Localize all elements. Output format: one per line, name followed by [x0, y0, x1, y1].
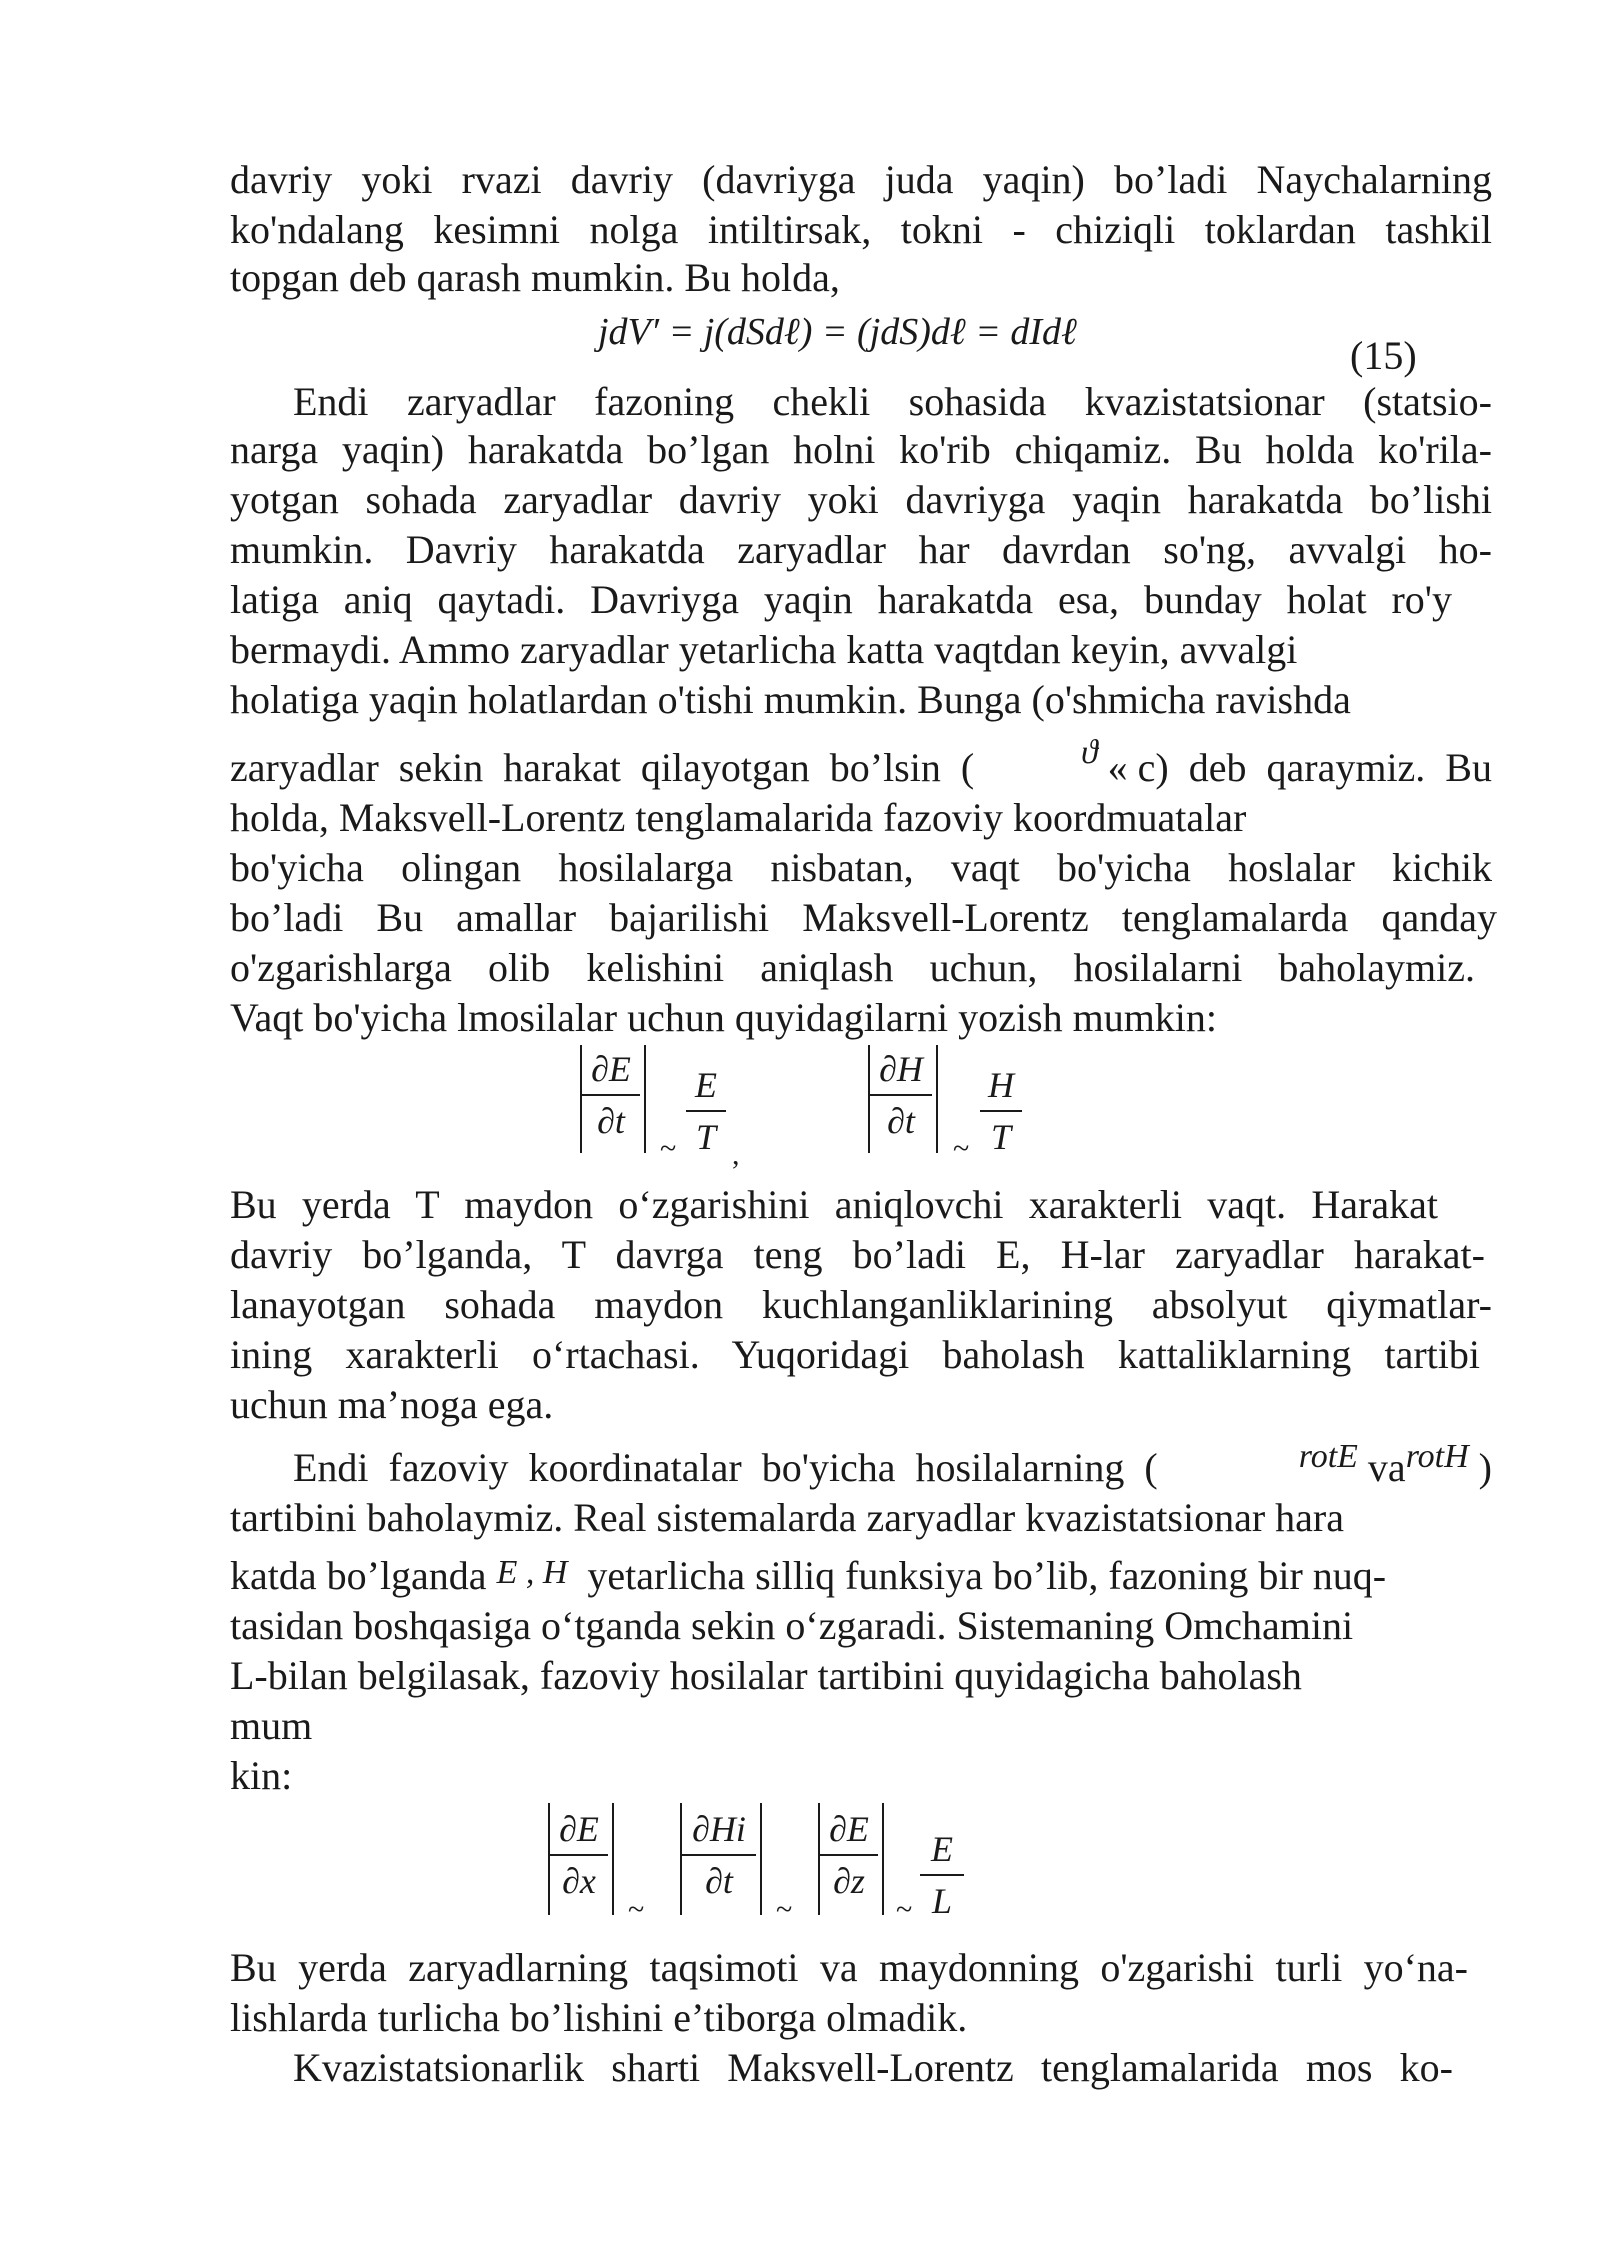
fraction-bar [920, 1874, 964, 1876]
text-line: holda, Maksvell-Lorentz tenglamalarida fazoviy koordmuatalar [230, 795, 1247, 840]
similar-sign: ~ [776, 1893, 793, 1926]
text-line: topgan deb qarash mumkin. Bu holda, [230, 255, 840, 300]
line-text: « c) deb qaraymiz. Bu [1097, 745, 1492, 790]
text-line: davriy yoki rvazi davriy (davriyga juda yaqin) bo’ladi Naychalarning [230, 157, 1492, 202]
text-line: narga yaqin) harakatda bo’lgan holni ko'rib chiqamiz. Bu holda ko'rila- [230, 427, 1492, 472]
text-line: ining xarakterli o‘rtachasi. Yuqoridagi baholash kattaliklarning tartibi [230, 1332, 1480, 1377]
fraction-dE-dx [550, 1808, 608, 1902]
numerator: ∂H [879, 1049, 923, 1089]
similar-sign: ~ [628, 1893, 645, 1926]
line-text: yetarlicha silliq funksiya bo’lib, fazoning bir nuq- [567, 1553, 1387, 1598]
text-line: Bu yerda zaryadlarning taqsimoti va maydonning o'zgarishi turli yo‘na- [230, 1945, 1468, 1990]
text-line: mumkin. Davriy harakatda zaryadlar har davrdan so'ng, avvalgi ho- [230, 527, 1492, 572]
fraction-H-T [980, 1064, 1022, 1158]
text-line: lanayotgan sohada maydon kuchlanganliklarining absolyut qiymatlar- [230, 1282, 1492, 1327]
denominator: T [695, 1117, 717, 1157]
fraction-bar [870, 1094, 932, 1096]
text-line: Bu yerda T maydon o‘zgarishini aniqlovchi xarakterli vaqt. Harakat [230, 1182, 1438, 1227]
denominator: L [931, 1881, 953, 1921]
fraction-bar [682, 1854, 756, 1856]
text-line [230, 1553, 1387, 1598]
text-line: uchun ma’noga ega. [230, 1382, 554, 1427]
line-text: Endi fazoviy koordinatalar bo'yicha hosilalarning ( [293, 1445, 1158, 1490]
velocity-symbol: ϑ [1080, 734, 1098, 771]
rot-e-symbol: rotE [1298, 1438, 1358, 1475]
fraction-dH-dt [870, 1048, 932, 1142]
numerator: E [695, 1065, 717, 1105]
text-line: L-bilan belgilasak, fazoviy hosilalar tartibini quyidagicha baholash [230, 1653, 1302, 1698]
text-line [293, 1438, 1492, 1490]
numerator: ∂E [559, 1809, 599, 1849]
line-text: va [1357, 1445, 1406, 1490]
text-line: bo'yicha olingan hosilalarga nisbatan, vaqt bo'yicha hoslalar kichik [230, 845, 1492, 890]
denominator: ∂x [562, 1861, 596, 1901]
denominator: ∂t [887, 1101, 915, 1141]
fraction-bar [820, 1854, 878, 1856]
numerator: ∂E [829, 1809, 869, 1849]
text-line: holatiga yaqin holatlardan o'tishi mumkin. Bunga (o'shmicha ravishda [230, 677, 1351, 722]
fraction-E-L [920, 1828, 964, 1922]
similar-sign: ~ [896, 1893, 913, 1926]
fraction-dE-dt [582, 1048, 640, 1142]
numerator: H [988, 1065, 1014, 1105]
line-text: katda bo’lganda [230, 1553, 497, 1598]
similar-sign: ~ [660, 1132, 677, 1165]
fraction-bar [980, 1110, 1022, 1112]
line-segment [1298, 1438, 1492, 1490]
equation-number: (15) [1350, 333, 1417, 378]
text-line: ko'ndalang kesimni nolga intiltirsak, tokni - chiziqli toklardan tashkil [230, 207, 1492, 252]
text-line: latiga aniq qaytadi. Davriyga yaqin harakatda esa, bunday holat ro'y [230, 577, 1452, 622]
text-line: Kvazistatsionarlik sharti Maksvell-Lorentz tenglamalarida mos ko- [293, 2045, 1453, 2090]
denominator: ∂t [705, 1861, 733, 1901]
text-line: Endi zaryadlar fazoning chekli sohasida kvazistatsionar (statsio- [293, 379, 1492, 424]
numerator: ∂E [591, 1049, 631, 1089]
text-line: lishlarda turlicha bo’lishini e’tiborga olmadik. [230, 1995, 968, 2040]
text-line: o'zgarishlarga olib kelishini aniqlash uchun, hosilalarni baholaymiz. [230, 945, 1475, 990]
text-line: yotgan sohada zaryadlar davriy yoki davriyga yaqin harakatda bo’lishi [230, 477, 1492, 522]
denominator: T [990, 1117, 1012, 1157]
text-line: davriy bo’lganda, T davrga teng bo’ladi E, H-lar zaryadlar harakat- [230, 1232, 1485, 1277]
text-line: kin: [230, 1753, 293, 1798]
fraction-dHi-dt [682, 1808, 756, 1902]
similar-sign: ~ [953, 1132, 970, 1165]
numerator: ∂Hi [692, 1809, 746, 1849]
text-line: tasidan boshqasiga o‘tganda sekin o‘zgaradi. Sistemaning Omchamini [230, 1603, 1354, 1648]
line-text: ) [1468, 1445, 1492, 1490]
denominator: ∂t [597, 1101, 625, 1141]
text-line: bermaydi. Ammo zaryadlar yetarlicha katta vaqtdan keyin, avvalgi [230, 627, 1298, 672]
fraction-bar [686, 1110, 726, 1112]
line-segment [1080, 734, 1492, 790]
comma: , [732, 1138, 740, 1171]
rot-h-symbol: rotH [1405, 1438, 1469, 1475]
numerator: E [931, 1829, 953, 1869]
equation-15: jdV′ = j(dSdℓ) = (jdS)dℓ = dIdℓ [598, 311, 1077, 353]
e-h-symbols: E , H [496, 1554, 568, 1591]
fraction-E-T [686, 1064, 726, 1158]
text-line: tartibini baholaymiz. Real sistemalarda zaryadlar kvazistatsionar hara [230, 1495, 1344, 1540]
text-line: bo’ladi Bu amallar bajarilishi Maksvell-Lorentz tenglamalarda qanday [230, 895, 1497, 940]
text-line [230, 734, 1492, 790]
text-line: Vaqt bo'yicha lmosilalar uchun quyidagilarni yozish mumkin: [230, 995, 1218, 1040]
fraction-bar [582, 1094, 640, 1096]
text-line: mum [230, 1703, 313, 1748]
denominator: ∂z [833, 1861, 865, 1901]
line-text: zaryadlar sekin harakat qilayotgan bo’lsin ( [230, 745, 975, 790]
fraction-dE-dz [820, 1808, 878, 1902]
fraction-bar [550, 1854, 608, 1856]
